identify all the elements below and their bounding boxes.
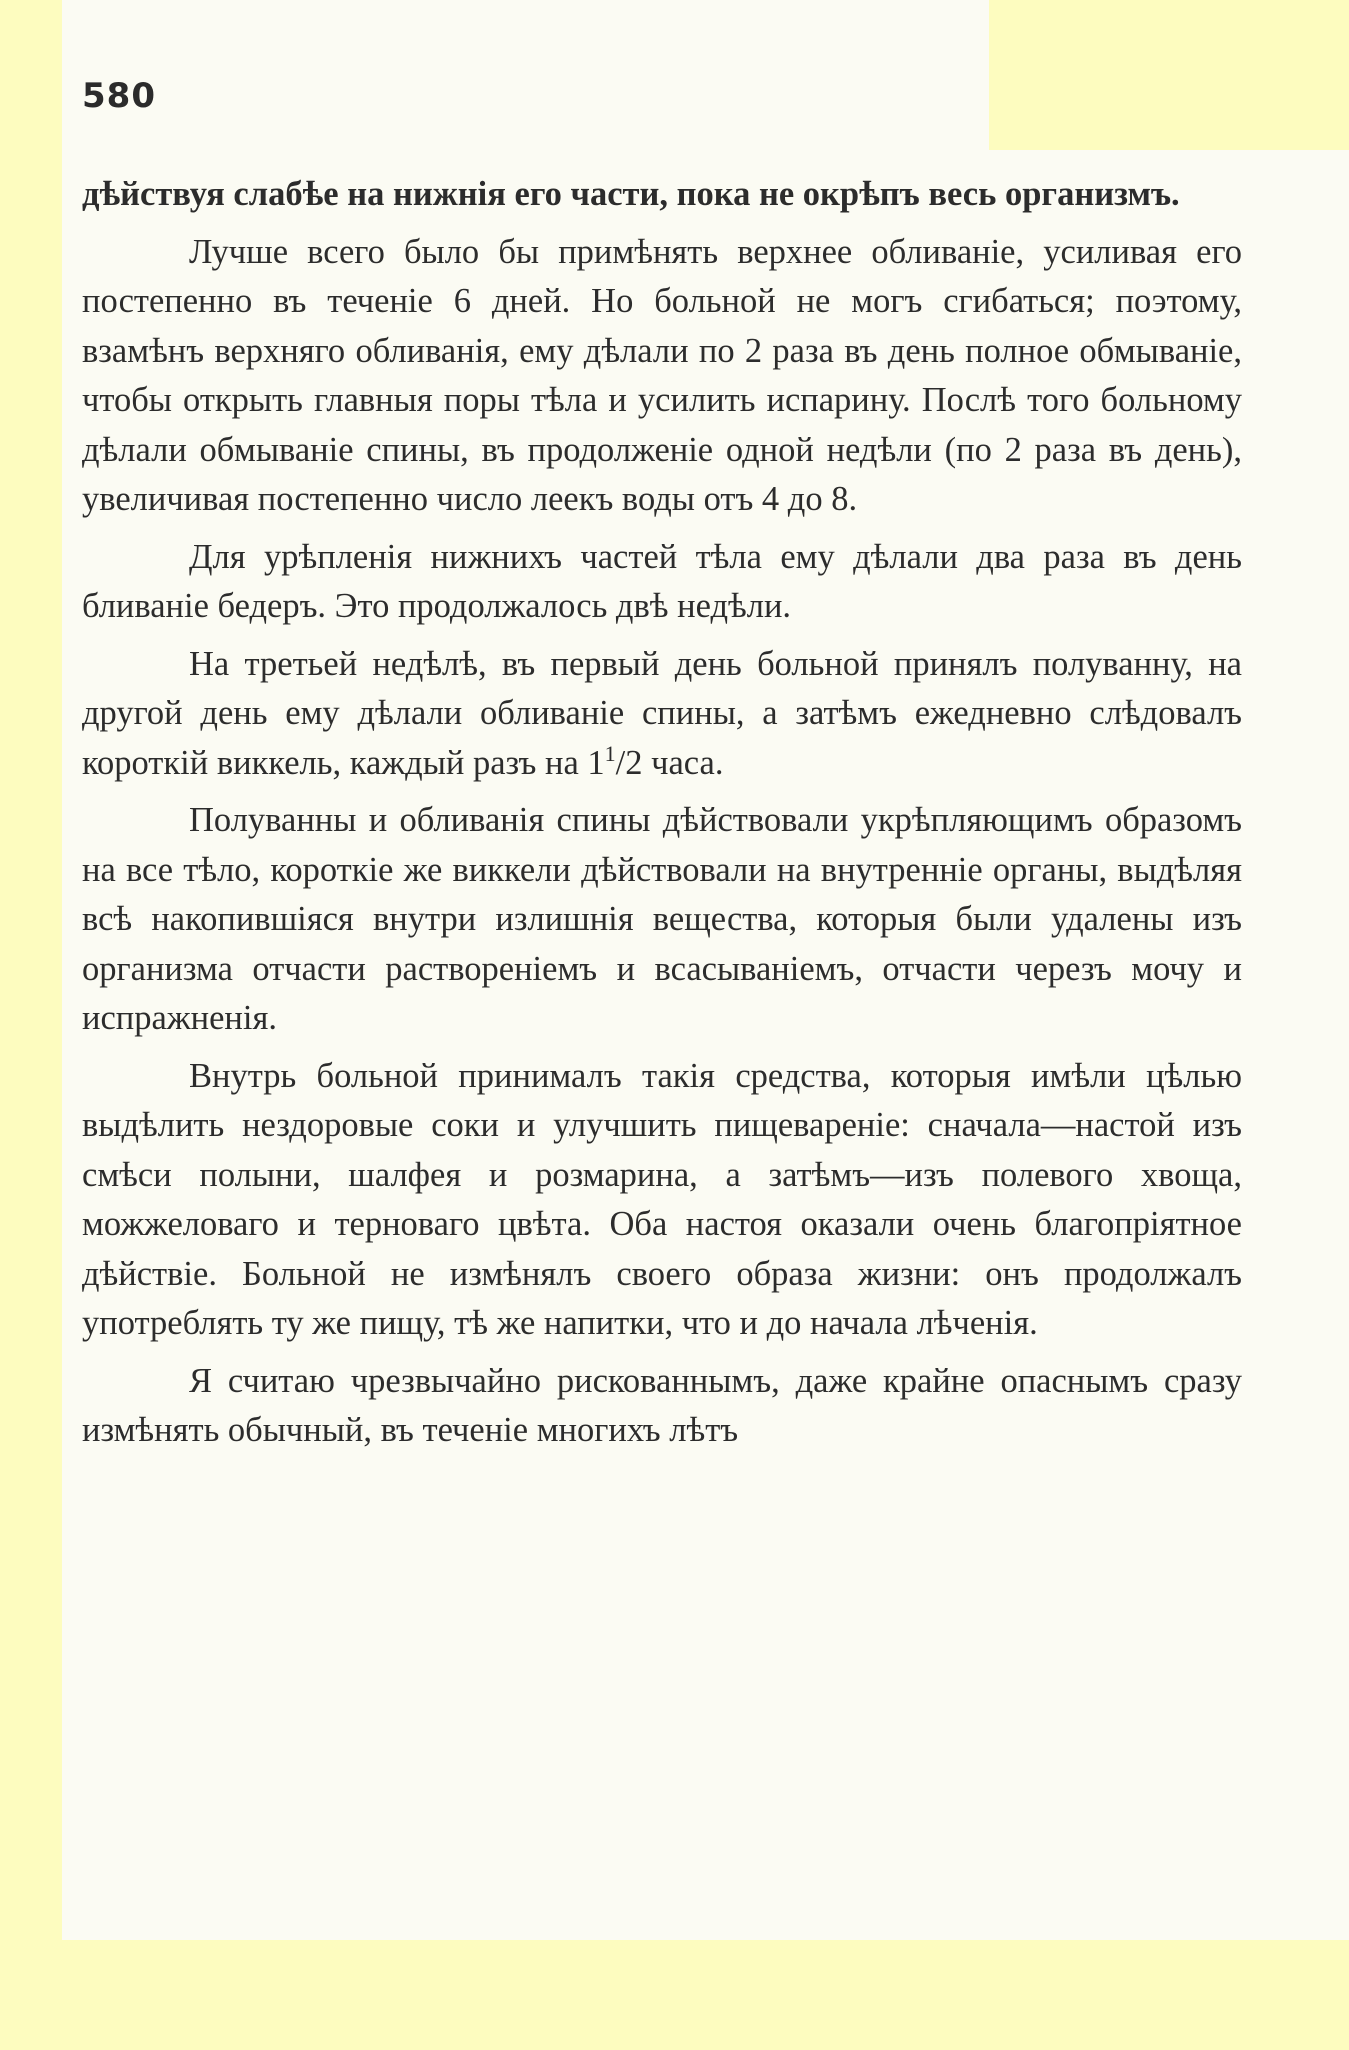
paragraph-4	[82, 640, 1242, 789]
paragraph-1: дѣйствуя слабѣе на нижнія его части, пока не окрѣпъ весь организмъ.	[82, 175, 1180, 213]
body-text	[82, 170, 1242, 1464]
paragraph-2: Лучше всего было бы примѣнять верхнее обливаніе, усиливая его постепенно въ теченіе 6 дней. Но больной не могъ сгибаться; поэтому, взамѣнъ верхняго обливанія, ему дѣлали по 2 раза въ день полное обмываніе, чтобы открыть главныя поры тѣла и усилить испарину. Послѣ того больному дѣлали обмываніе спины, въ продолженіе одной недѣли (по 2 раза въ день), увеличивая постепенно число леекъ воды отъ 4 до 8.	[82, 232, 1242, 518]
paragraph-4-tail: /2 часа.	[615, 743, 724, 782]
paragraph-6: Внутрь больной принималъ такія средства, которыя имѣли цѣлью выдѣлить нездоровые соки и улучшить пищевареніе: сначала—настой изъ смѣси полыни, шалфея и розмарина, а затѣмъ—изъ полевого хвоща, можжеловаго и терноваго цвѣта. Оба настоя оказали очень благопріятное дѣйствіе. Больной не измѣнялъ своего образа жизни: онъ продолжалъ употреблять ту же пищу, тѣ же напитки, что и до начала лѣченія.	[82, 1056, 1242, 1342]
paragraph-5: Полуванны и обливанія спины дѣйствовали укрѣпляющимъ образомъ на все тѣло, короткіе же виккели дѣйствовали на внутренніе органы, выдѣляя всѣ накопившіяся внутри излишнія вещества, которыя были удалены изъ организма отчасти раствореніемъ и всасываніемъ, отчасти черезъ мочу и испражненія.	[82, 801, 1242, 1037]
page-number: 580	[82, 76, 156, 116]
fraction-superscript: 1	[604, 740, 616, 766]
paragraph-3: Для урѣпленія нижнихъ частей тѣла ему дѣлали два раза въ день бливаніе бедеръ. Это продолжалось двѣ недѣли.	[82, 537, 1242, 625]
paragraph-7: Я считаю чрезвычайно рискованнымъ, даже крайне опаснымъ сразу измѣнять обычный, въ теченіе многихъ лѣтъ	[82, 1361, 1242, 1449]
paragraph-4-text: На третьей недѣлѣ, въ первый день больной принялъ полуванну, на другой день ему дѣлали обливаніе спины, а затѣмъ ежедневно слѣдовалъ короткій виккель, каждый разъ на 1	[82, 644, 1242, 782]
